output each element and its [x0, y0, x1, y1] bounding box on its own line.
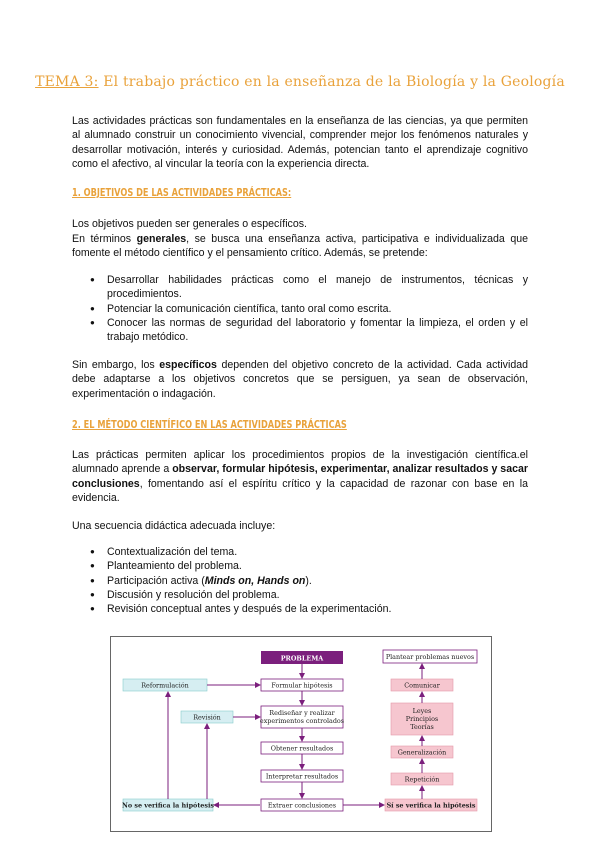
title-prefix: TEMA 3:	[35, 74, 99, 90]
specific-objectives-paragraph	[72, 358, 528, 401]
list-item: ● Discusión y resolución del problema.	[90, 588, 528, 602]
text-run: ).	[305, 574, 312, 587]
plantear-label: Plantear problemas nuevos	[385, 653, 475, 661]
text-run: , fomentando así el espíritu crítico y la capacidad de razonar con base en la evidencia.	[72, 477, 528, 504]
text-run: Participación activa (	[107, 574, 205, 587]
no-verifica-label: No se verifica la hipótesis	[122, 801, 214, 810]
reformulacion-label: Reformulación	[141, 681, 189, 690]
general-objectives-paragraph	[72, 232, 528, 261]
problema-label: PROBLEMA	[280, 654, 324, 663]
text-run: , se busca una enseñanza activa, participativa e individualizada que fomente el método científico y el pensamiento crítico. Además, se pretende:	[72, 233, 528, 260]
leyes-label: Leyes	[412, 707, 432, 715]
text-run: dependen del objetivo concreto de la actividad. Cada actividad debe adaptarse a los objetivos concretos que se persiguen, ya sean de observación, experimentación o indagación.	[72, 359, 528, 400]
list-item	[90, 574, 528, 588]
list-item: ● Contextualización del tema.	[90, 545, 528, 559]
generalizacion-label: Generalización	[397, 748, 447, 757]
bold-run: observar, formular hipótesis, experimentar, analizar resultados y sacar conclusiones	[72, 463, 528, 490]
si-verifica-label: Sí se verifica la hipótesis	[386, 801, 476, 810]
comunicar-label: Comunicar	[404, 681, 440, 690]
formular-label: Formular hipótesis	[271, 681, 333, 690]
list-item: ● Potenciar la comunicación científica, tanto oral como escrita.	[90, 302, 528, 316]
sequence-list	[90, 545, 528, 616]
intro-paragraph: Las actividades prácticas son fundamentales en la enseñanza de las ciencias, ya que permiten al alumnado construir un conocimiento vivencial, comprender mejor los fenómenos naturales y desarrollar motivación, interés y curiosidad. Además, potencian tanto el aprendizaje cognitivo como el afectivo, al vincular la teoría con la experiencia directa.	[72, 115, 528, 170]
page-title	[0, 74, 600, 90]
list-item: ● Conocer las normas de seguridad del laboratorio y fomentar la limpieza, el orden y el trabajo metódico.	[90, 316, 528, 345]
title-rest: El trabajo práctico en la enseñanza de la Biología y la Geología	[98, 74, 565, 90]
interpretar-label: Interpretar resultados	[265, 772, 339, 781]
list-item: ● Revisión conceptual antes y después de la experimentación.	[90, 602, 528, 616]
repeticion-label: Repetición	[404, 775, 440, 784]
extraer-label: Extraer conclusiones	[267, 801, 337, 810]
italic-run: Minds on, Hands on	[204, 574, 306, 587]
principios-label: Principios	[405, 715, 439, 723]
bold-run: específicos	[159, 359, 217, 371]
objectives-types-paragraph: Los objetivos pueden ser generales o específicos.	[72, 218, 307, 230]
list-item: ● Planteamiento del problema.	[90, 559, 528, 573]
revision-label: Revisión	[193, 713, 221, 722]
teorias-label: Teorías	[410, 723, 434, 731]
scientific-method-diagram	[110, 636, 492, 832]
text-run: Sin embargo, los	[72, 359, 160, 371]
redisenar-label-2: experimentos controlados	[259, 717, 345, 725]
redisenar-label-1: Rediseñar y realizar	[269, 709, 335, 717]
sequence-intro-paragraph: Una secuencia didáctica adecuada incluye:	[72, 520, 276, 532]
objectives-list	[90, 273, 528, 344]
obtener-label: Obtener resultados	[270, 744, 334, 753]
diagram-svg	[111, 637, 491, 831]
text-run: Las prácticas permiten aplicar los procedimientos propios de la investigación científica.el alumnado aprende a	[72, 449, 528, 476]
scientific-method-paragraph	[72, 448, 528, 505]
section-1-heading: 1. OBJETIVOS DE LAS ACTIVIDADES PRÁCTICAS:	[72, 187, 292, 199]
text-run: En términos	[72, 233, 137, 245]
bold-run: generales	[136, 233, 187, 245]
list-item: ● Desarrollar habilidades prácticas como el manejo de instrumentos, técnicas y procedimientos.	[90, 273, 528, 302]
section-2-heading: 2. EL MÉTODO CIENTÍFICO EN LAS ACTIVIDADES PRÁCTICAS	[72, 419, 347, 431]
